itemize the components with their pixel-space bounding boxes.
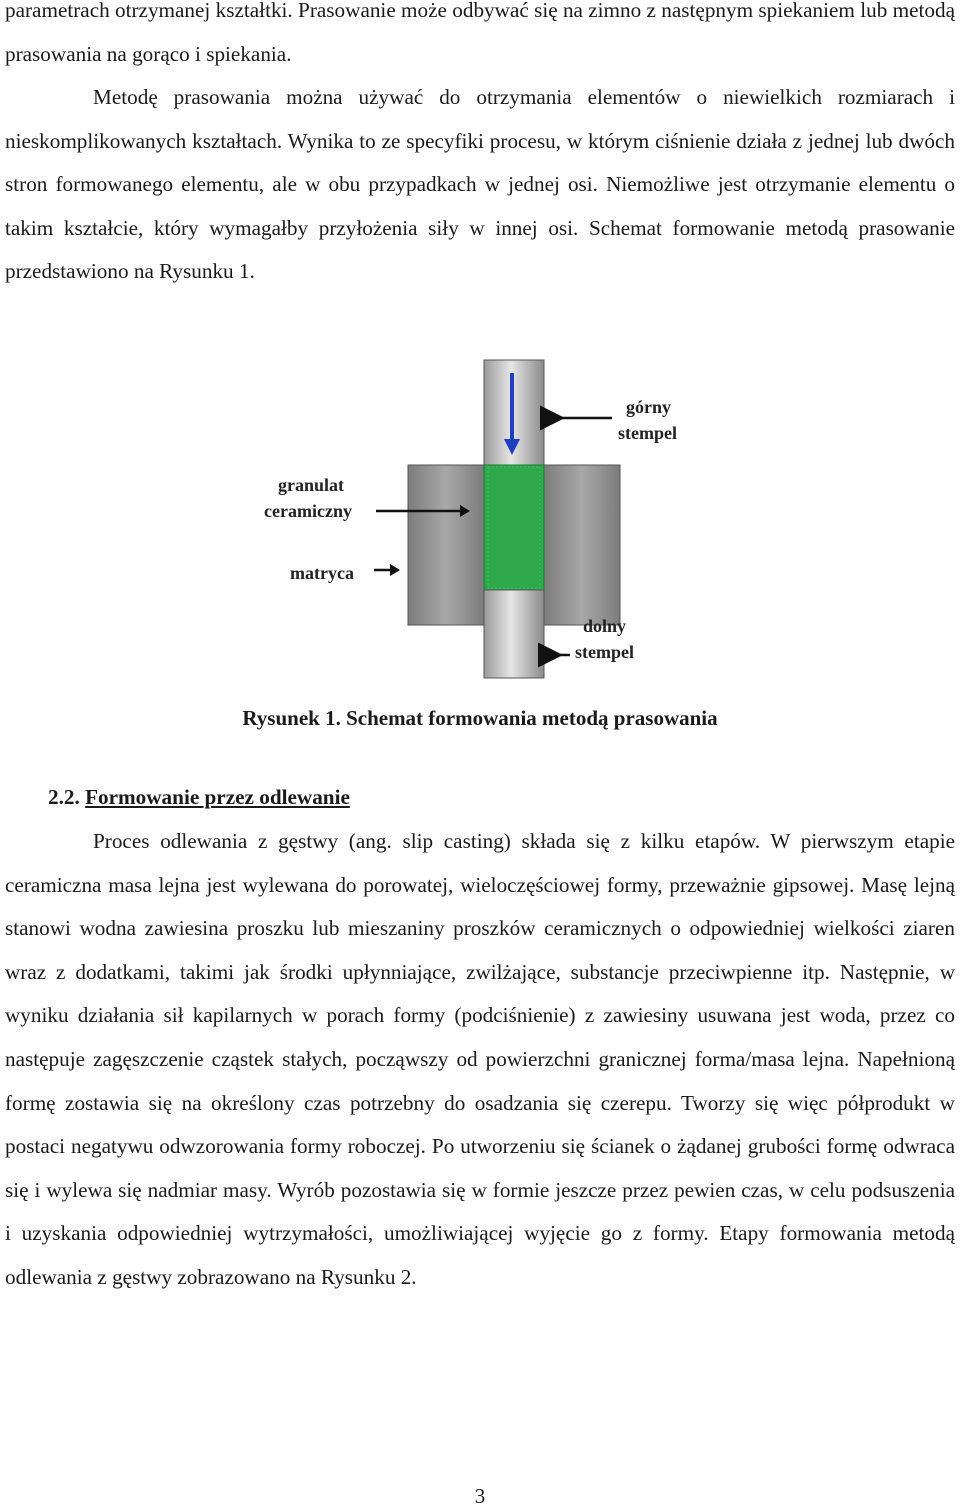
label-upper-punch-2: stempel bbox=[618, 423, 677, 443]
die-left-wall bbox=[408, 465, 484, 625]
section-number: 2.2. bbox=[48, 785, 80, 809]
paragraph-slip-casting: Proces odlewania z gęstwy (ang. slip casting) składa się z kilku etapów. W pierwszym etapie ceramiczna masa lejna jest wylewana do porowatej, wieloczęściowej formy, przeważnie gipsowej. Masę lejną stanowi wodna zawiesina proszku lub mieszaniny proszków ceramicznych o odpowiedniej wielkości ziaren wraz z dodatkami, takimi jak środki upłynniające, zwilżające, substancje przeciwpienne itp. Następnie, w wyniku działania sił kapilarnych w porach formy (podciśnienie) z zawiesiny usuwana jest woda, przez co następuje zagęszczenie cząstek stałych, począwszy od powierzchni granicznej forma/masa lejna. Napełnioną formę zostawia się na określony czas potrzebny do osadzania się czerepu. Tworzy się więc półprodukt w postaci negatywu odwzorowania formy roboczej. Po utworzeniu się ścianek o żądanej grubości formę odwraca się i wylewa się nadmiar masy. Wyrób pozostawia się w formie jeszcze przez pewien czas, w celu podsuszenia i uzyskania odpowiedniej wytrzymałości, umożliwiającej wyjęcie go z formy. Etapy formowania metodą odlewania z gęstwy zobrazowano na Rysunku 2. bbox=[5, 829, 955, 1289]
section-heading bbox=[48, 785, 350, 810]
paragraph-pressing-method: Metodę prasowania można używać do otrzymania elementów o niewielkich rozmiarach i nieskomplikowanych kształtach. Wynika to ze specyfiki procesu, w którym ciśnienie działa z jednej lub dwóch stron formowanego elementu, ale w obu przypadkach w jednej osi. Niemożliwe jest otrzymanie elementu o takim kształcie, który wymagałby przyłożenia siły w innej osi. Schemat formowanie metodą prasowanie przedstawiono na Rysunku 1. bbox=[5, 85, 955, 284]
figure-caption: Rysunek 1. Schemat formowania metodą prasowania bbox=[242, 706, 718, 730]
ceramic-granulate bbox=[484, 465, 544, 590]
figure-pressing-schematic bbox=[240, 355, 720, 680]
lower-punch bbox=[484, 590, 544, 678]
die-right-wall bbox=[544, 465, 620, 625]
label-lower-punch-2: stempel bbox=[575, 642, 634, 662]
paragraph-pressing-intro: parametrach otrzymanej kształtki. Prasowanie może odbywać się na zimno z następnym spiekaniem lub metodą prasowania na gorąco i spiekania. bbox=[5, 0, 955, 66]
label-upper-punch-1: górny bbox=[626, 397, 671, 417]
label-granulate-2: ceramiczny bbox=[264, 501, 352, 521]
page-number: 3 bbox=[474, 1484, 486, 1508]
section-title: Formowanie przez odlewanie bbox=[85, 785, 350, 809]
label-die: matryca bbox=[290, 563, 354, 583]
label-lower-punch-1: dolny bbox=[583, 616, 627, 636]
label-granulate-1: granulat bbox=[278, 475, 345, 495]
